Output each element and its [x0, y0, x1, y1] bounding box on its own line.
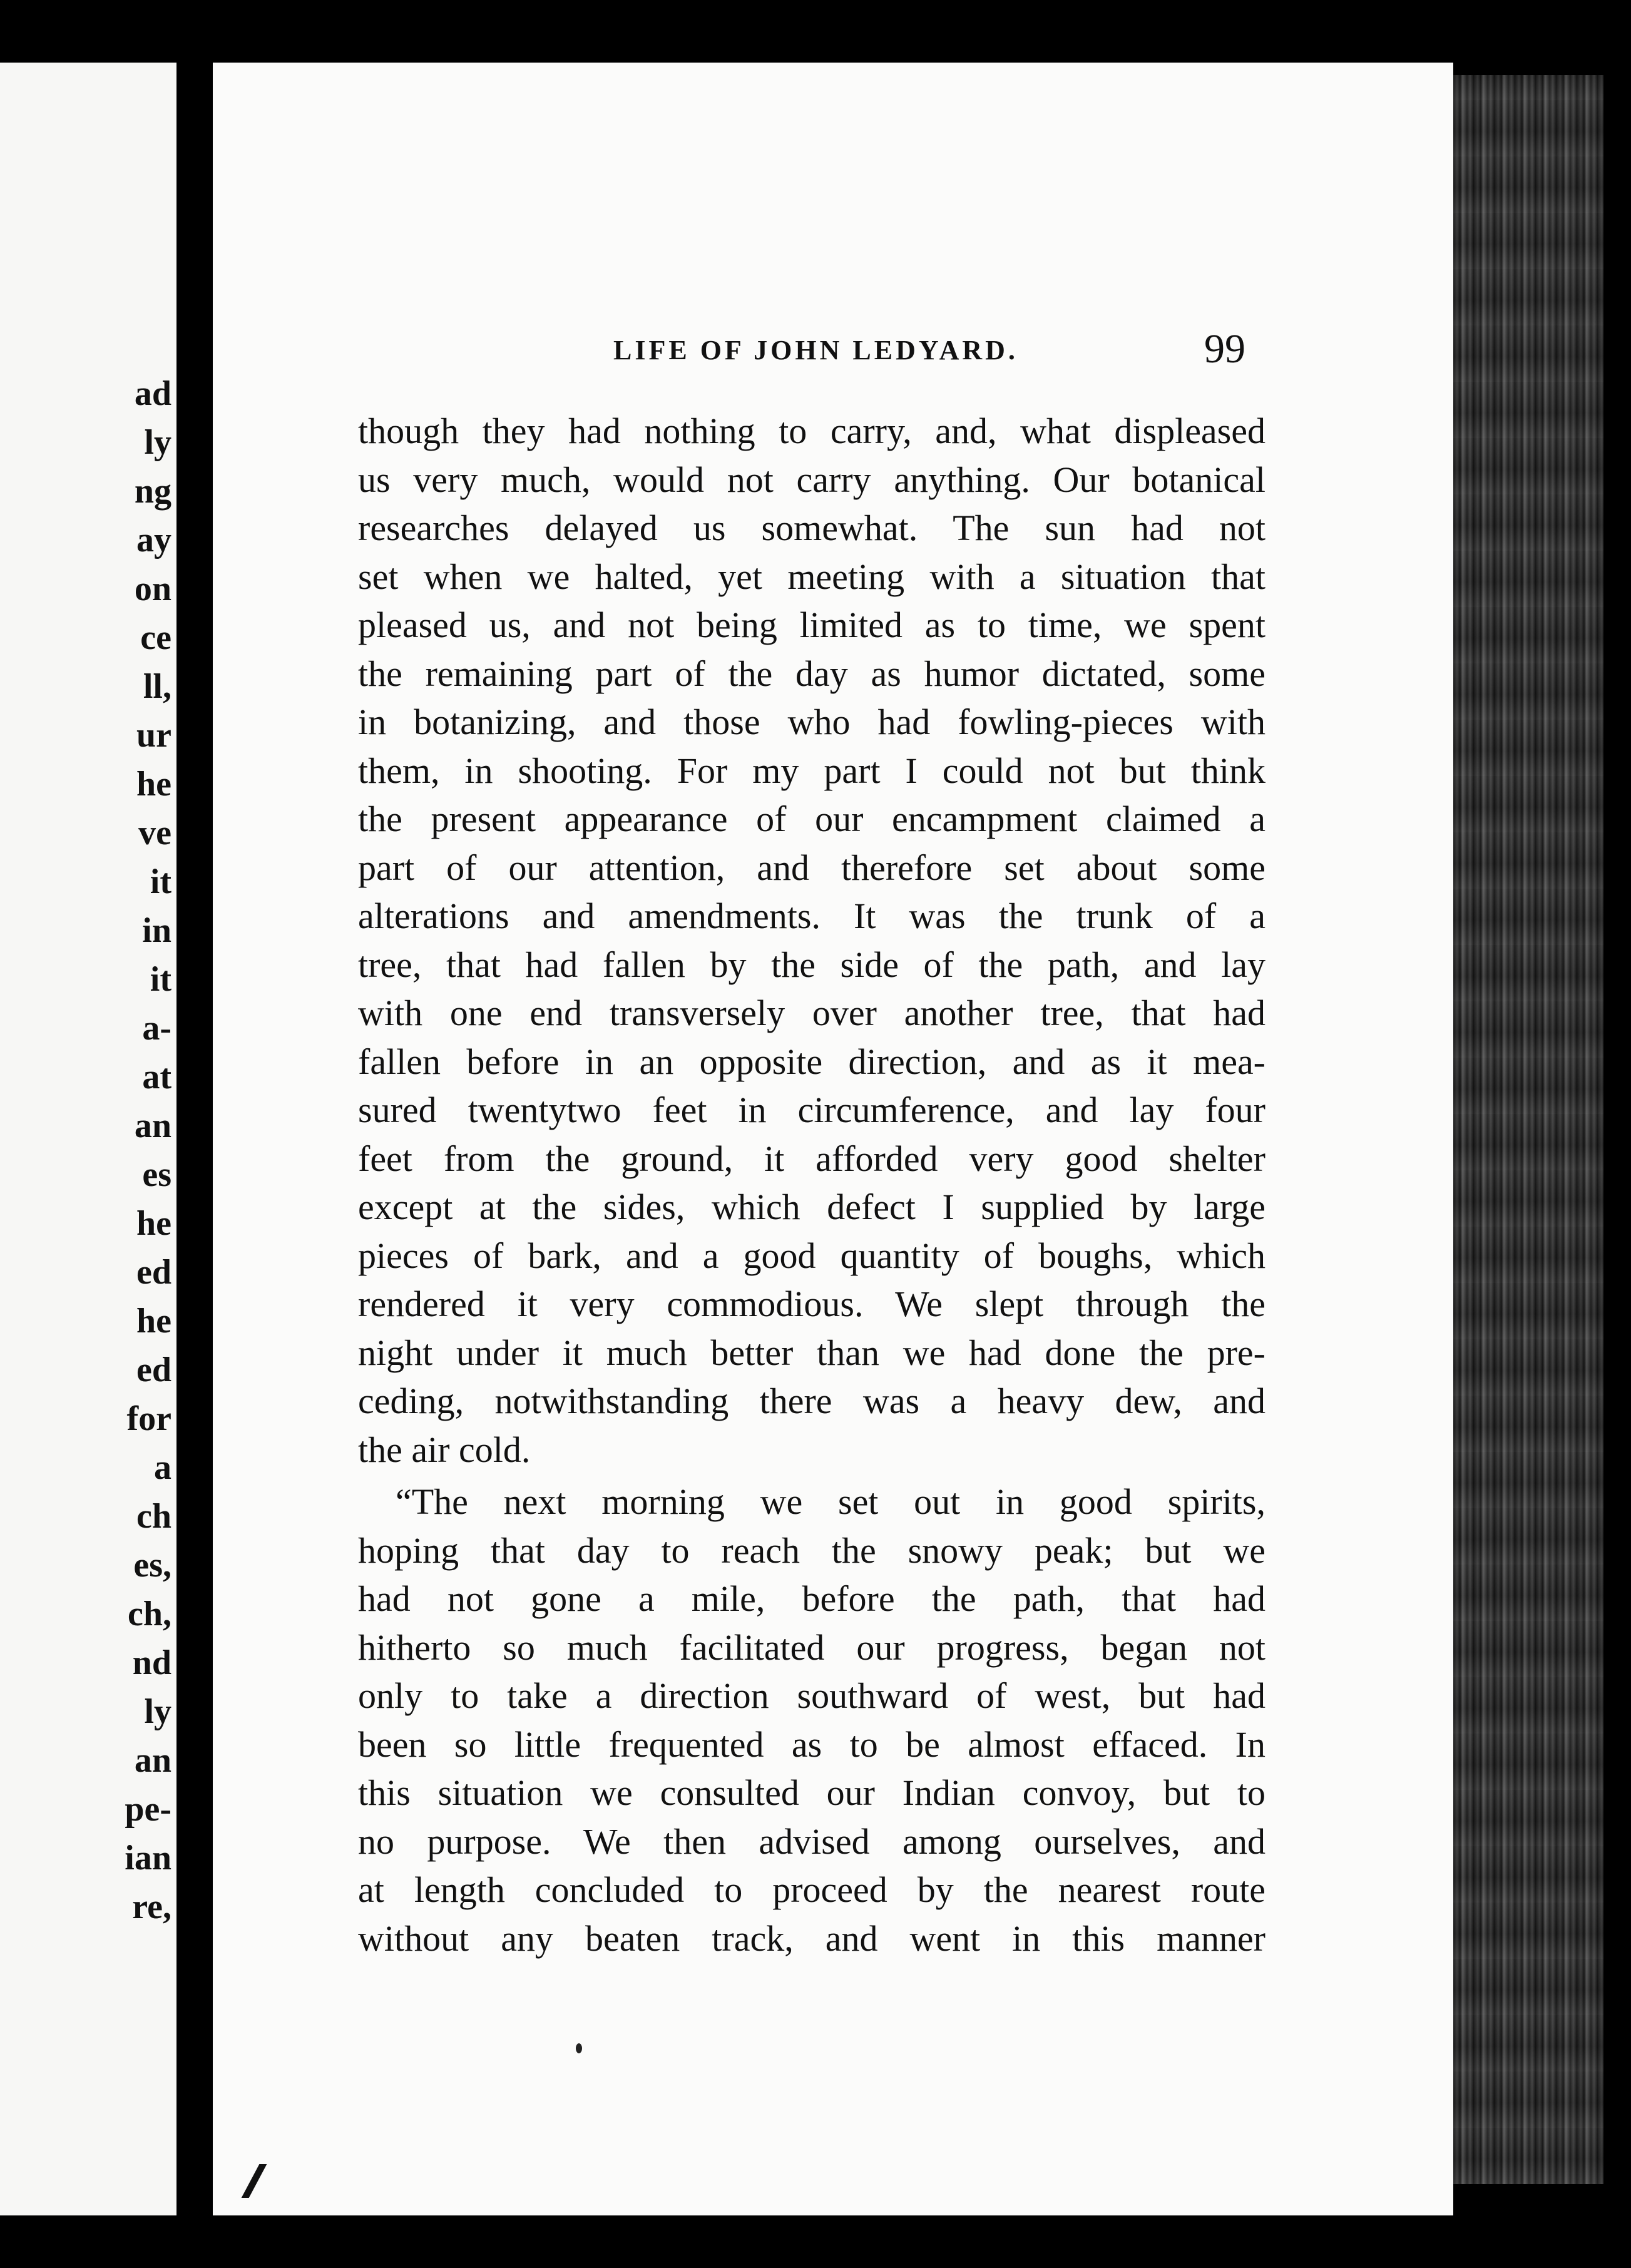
left-fragment: ur [136, 716, 171, 755]
text-line: tree, that had fallen by the side of the path, and lay [358, 944, 1265, 985]
left-fragment: ve [138, 814, 171, 852]
text-line: without any beaten track, and went in this manner [358, 1918, 1265, 1959]
text-line: pleased us, and not being limited as to time, we spent [358, 605, 1265, 645]
left-fragment: ly [144, 423, 171, 462]
left-fragment: es [142, 1155, 171, 1194]
text-line: part of our attention, and therefore set about some [358, 847, 1265, 888]
left-page-text-fragments [125, 369, 171, 1931]
left-fragment: a- [142, 1009, 171, 1048]
text-line: fallen before in an opposite direction, and as it mea- [358, 1041, 1265, 1082]
text-line: had not gone a mile, before the path, that had [358, 1578, 1265, 1619]
text-line: only to take a direction southward of west, but had [358, 1675, 1265, 1716]
left-fragment: it [150, 960, 171, 999]
left-fragment: nd [132, 1643, 171, 1682]
left-fragment: it [150, 862, 171, 901]
left-fragment: in [142, 911, 171, 950]
running-title: LIFE OF JOHN LEDYARD. [613, 335, 1018, 365]
text-line: hitherto so much facilitated our progress, began not [358, 1627, 1265, 1668]
text-line: ceding, notwithstanding there was a heavy dew, and [358, 1381, 1265, 1421]
text-line: them, in shooting. For my part I could not but think [358, 750, 1265, 791]
text-line: set when we halted, yet meeting with a situation that [358, 556, 1265, 597]
text-line: the present appearance of our encampment claimed a [358, 799, 1265, 839]
text-line: been so little frequented as to be almost effaced. In [358, 1724, 1265, 1765]
pencil-mark [242, 2164, 267, 2198]
text-line: “The next morning we set out in good spirits, [396, 1481, 1265, 1522]
text-line: the remaining part of the day as humor dictated, some [358, 653, 1265, 694]
text-line: sured twentytwo feet in circumference, and lay four [358, 1090, 1265, 1130]
text-line: alterations and amendments. It was the trunk of a [358, 896, 1265, 936]
left-fragment: an [134, 1106, 171, 1145]
left-fragment: ian [125, 1839, 171, 1877]
text-line: hoping that day to reach the snowy peak; but we [358, 1530, 1265, 1571]
left-fragment: on [134, 570, 171, 608]
text-line: rendered it very commodious. We slept through the [358, 1284, 1265, 1324]
left-fragment: ch [136, 1497, 171, 1536]
left-fragment: he [136, 1204, 171, 1243]
text-line: at length concluded to proceed by the nearest route [358, 1869, 1265, 1910]
page-number: 99 [1204, 326, 1245, 372]
text-line: except at the sides, which defect I supplied by large [358, 1187, 1265, 1227]
text-line: the air cold. [358, 1429, 531, 1470]
text-line: us very much, would not carry anything. Our botanical [358, 459, 1265, 500]
left-fragment: ng [134, 472, 171, 511]
text-line: pieces of bark, and a good quantity of boughs, which [358, 1235, 1265, 1276]
left-fragment: ly [144, 1692, 171, 1731]
left-fragment: ch, [128, 1595, 171, 1633]
left-fragment: re, [132, 1887, 171, 1926]
text-line: though they had nothing to carry, and, what displeased [358, 411, 1265, 451]
text-line: feet from the ground, it afforded very good shelter [358, 1138, 1265, 1179]
left-fragment: for [126, 1399, 171, 1438]
text-line: this situation we consulted our Indian convoy, but to [358, 1772, 1265, 1813]
left-fragment: ce [140, 618, 171, 657]
running-head [613, 325, 1245, 382]
text-line: no purpose. We then advised among ourselves, and [358, 1821, 1265, 1862]
left-fragment: an [134, 1741, 171, 1780]
left-fragment: at [142, 1058, 171, 1096]
text-line: night under it much better than we had done the pre- [358, 1332, 1265, 1373]
text-line: in botanizing, and those who had fowling-pieces with [358, 702, 1265, 742]
left-facing-page [0, 63, 176, 2215]
left-fragment: es, [133, 1546, 171, 1585]
text-line: with one end transversely over another tree, that had [358, 993, 1265, 1033]
ink-speck [576, 2043, 582, 2053]
left-fragment: ed [136, 1351, 171, 1389]
left-fragment: ed [136, 1253, 171, 1292]
left-fragment: ay [136, 521, 171, 559]
book-edge [1453, 75, 1603, 2184]
left-fragment: a [154, 1448, 171, 1487]
left-fragment: ad [134, 374, 171, 413]
body-text [358, 407, 1478, 1963]
left-fragment: pe- [125, 1790, 171, 1829]
left-fragment: ll, [143, 667, 171, 706]
book-page [213, 63, 1453, 2215]
book-gutter [176, 0, 213, 2268]
left-fragment: he [136, 1302, 171, 1341]
left-fragment: he [136, 765, 171, 804]
text-line: researches delayed us somewhat. The sun had not [358, 508, 1265, 548]
